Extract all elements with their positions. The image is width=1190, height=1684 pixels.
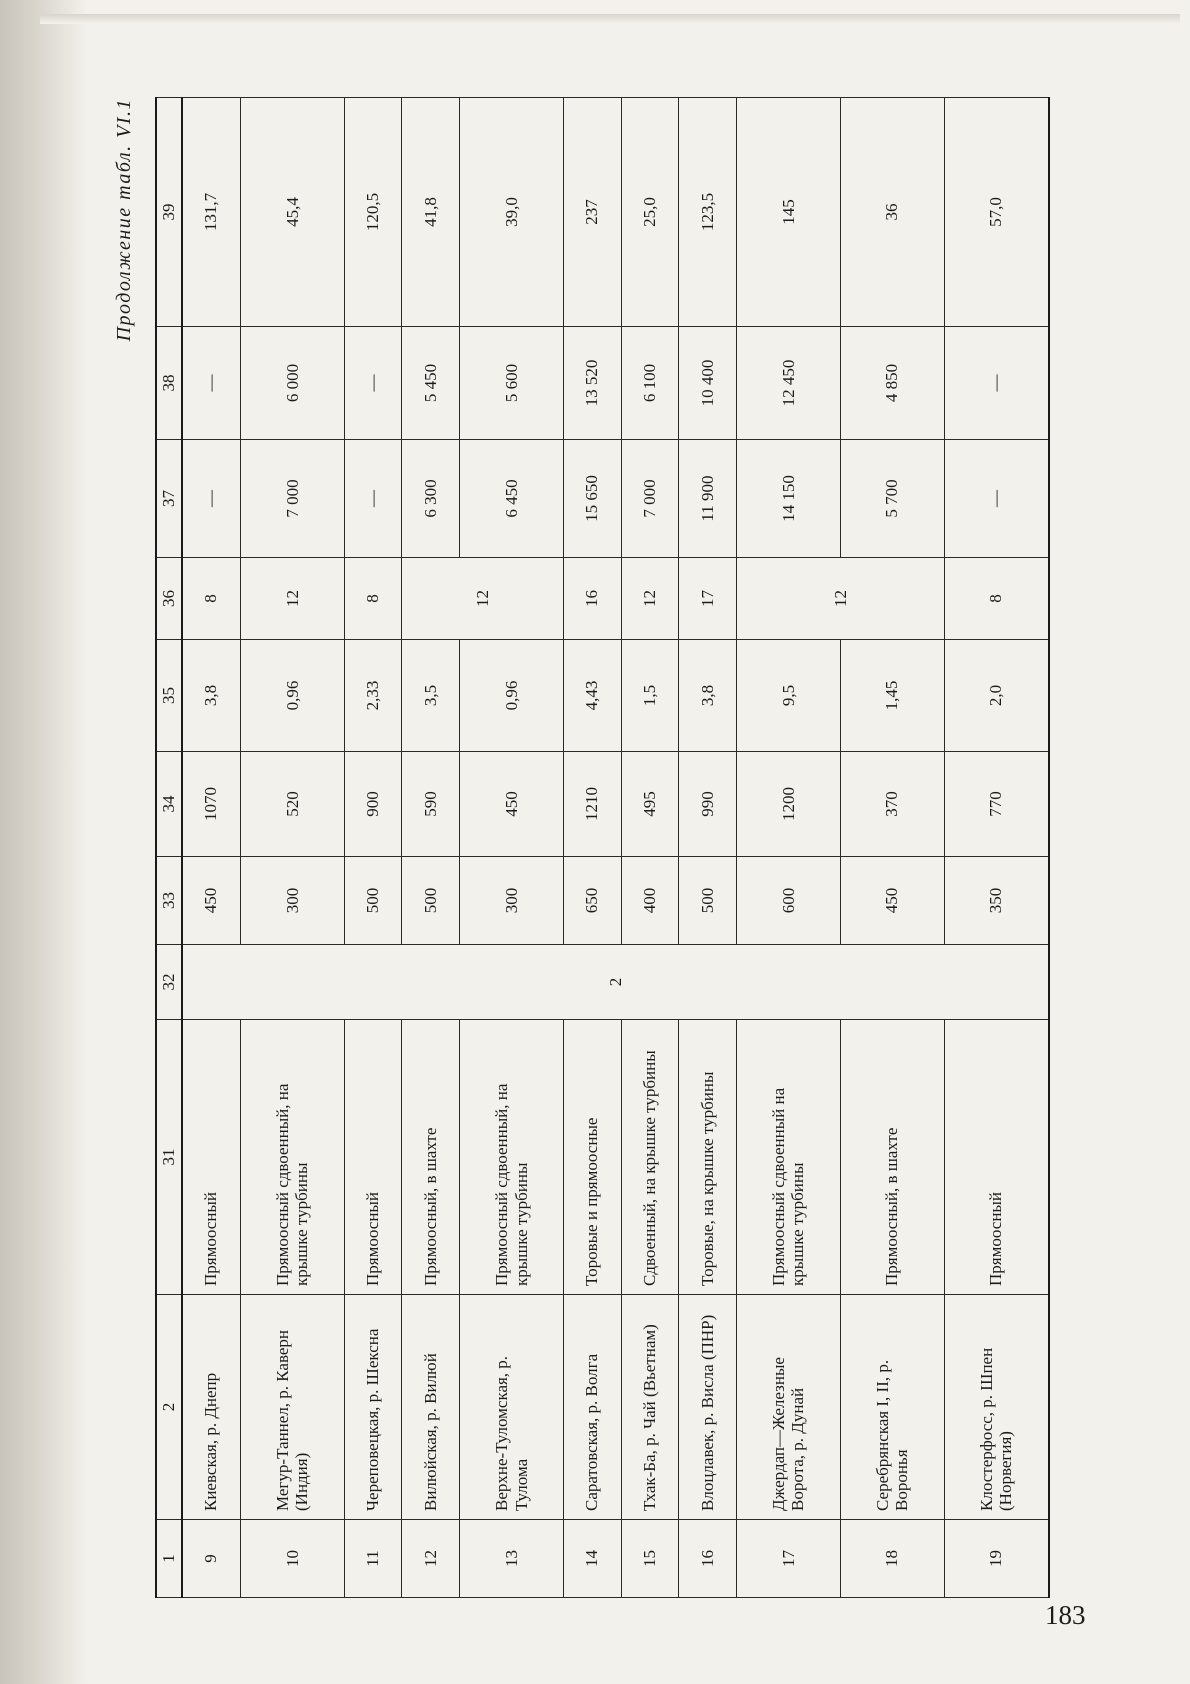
col33-cell: 500 [679, 857, 737, 945]
col37-cell: — [344, 440, 402, 558]
col37-cell: 15 650 [563, 440, 621, 558]
col37-cell: — [944, 440, 1049, 558]
col34-cell: 590 [402, 752, 460, 857]
col35-cell: 3,8 [679, 640, 737, 752]
col37-cell: 7 000 [621, 440, 679, 558]
row-number-cell: 11 [344, 1520, 402, 1598]
col33-cell: 450 [182, 857, 241, 945]
table-row [563, 98, 621, 1598]
col34-cell: 1200 [737, 752, 841, 857]
station-name-cell: Вилюйская, р. Вилюй [402, 1295, 460, 1520]
col34-cell: 520 [240, 752, 344, 857]
design-type-cell: Прямоосный [944, 1020, 1049, 1295]
row-number-cell: 18 [840, 1520, 944, 1598]
table-row [344, 98, 402, 1598]
col35-cell: 2,33 [344, 640, 402, 752]
row-number-cell: 14 [563, 1520, 621, 1598]
col36-cell: 12 [402, 558, 563, 640]
col33-cell: 300 [460, 857, 564, 945]
col39-cell: 237 [563, 98, 621, 327]
col35-cell: 3,8 [182, 640, 241, 752]
row-number-cell: 15 [621, 1520, 679, 1598]
col37-cell: 5 700 [840, 440, 944, 558]
col38-cell: 5 450 [402, 327, 460, 440]
table-row [944, 98, 1049, 1598]
header-cell: 35 [156, 640, 182, 752]
col34-cell: 370 [840, 752, 944, 857]
station-name-cell: Влоцлавек, р. Висла (ПНР) [679, 1295, 737, 1520]
row-number-cell: 10 [240, 1520, 344, 1598]
table-row [737, 98, 841, 1598]
col36-cell: 8 [944, 558, 1049, 640]
col34-cell: 450 [460, 752, 564, 857]
col38-cell: 10 400 [679, 327, 737, 440]
col34-cell: 900 [344, 752, 402, 857]
design-type-cell: Прямоосный, в шахте [402, 1020, 460, 1295]
col33-cell: 600 [737, 857, 841, 945]
header-cell: 36 [156, 558, 182, 640]
row-number-cell: 13 [460, 1520, 564, 1598]
col35-cell: 4,43 [563, 640, 621, 752]
col37-cell: 14 150 [737, 440, 841, 558]
col38-cell: 4 850 [840, 327, 944, 440]
col35-cell: 9,5 [737, 640, 841, 752]
col39-cell: 120,5 [344, 98, 402, 327]
col35-cell: 0,96 [240, 640, 344, 752]
col38-cell: 12 450 [737, 327, 841, 440]
col39-cell: 45,4 [240, 98, 344, 327]
row-number-cell: 12 [402, 1520, 460, 1598]
col32-merged-cell: 2 [182, 945, 1049, 1020]
col33-cell: 500 [402, 857, 460, 945]
header-cell: 39 [156, 98, 182, 327]
col37-cell: 6 300 [402, 440, 460, 558]
col39-cell: 123,5 [679, 98, 737, 327]
col36-cell: 8 [182, 558, 241, 640]
header-cell: 1 [156, 1520, 182, 1598]
col37-cell: — [182, 440, 241, 558]
col39-cell: 25,0 [621, 98, 679, 327]
design-type-cell: Торовые и прямоосные [563, 1020, 621, 1295]
station-name-cell: Верхне-Туломская, р. Тулома [460, 1295, 564, 1520]
col34-cell: 770 [944, 752, 1049, 857]
col39-cell: 39,0 [460, 98, 564, 327]
row-number-cell: 17 [737, 1520, 841, 1598]
design-type-cell: Прямоосный сдвоенный, на крышке турбины [240, 1020, 344, 1295]
station-name-cell: Череповецкая, р. Шексна [344, 1295, 402, 1520]
col39-cell: 57,0 [944, 98, 1049, 327]
col38-cell: 13 520 [563, 327, 621, 440]
col33-cell: 400 [621, 857, 679, 945]
col36-cell: 12 [737, 558, 944, 640]
station-name-cell: Киевская, р. Днепр [182, 1295, 241, 1520]
col35-cell: 3,5 [402, 640, 460, 752]
col36-cell: 17 [679, 558, 737, 640]
col38-cell: — [182, 327, 241, 440]
header-cell: 38 [156, 327, 182, 440]
col38-cell: 5 600 [460, 327, 564, 440]
col35-cell: 2,0 [944, 640, 1049, 752]
col38-cell: 6 000 [240, 327, 344, 440]
design-type-cell: Прямоосный сдвоенный на крышке турбины [737, 1020, 841, 1295]
station-name-cell: Клостерфосс, р. Шпен (Норвегия) [944, 1295, 1049, 1520]
col34-cell: 990 [679, 752, 737, 857]
col33-cell: 350 [944, 857, 1049, 945]
rotated-table-block [113, 98, 1050, 1598]
station-name-cell: Серебрянская I, II, р. Воронья [840, 1295, 944, 1520]
col39-cell: 36 [840, 98, 944, 327]
col38-cell: — [944, 327, 1049, 440]
col36-cell: 16 [563, 558, 621, 640]
table-row [621, 98, 679, 1598]
design-type-cell: Прямоосный сдвоенный, на крышке турбины [460, 1020, 564, 1295]
col33-cell: 450 [840, 857, 944, 945]
table-caption: Продолжение табл. VI.1 [113, 98, 135, 342]
col39-cell: 145 [737, 98, 841, 327]
col36-cell: 12 [621, 558, 679, 640]
station-name-cell: Джердап—Железные Ворота, р. Дунай [737, 1295, 841, 1520]
table-row [402, 98, 460, 1598]
design-type-cell: Торовые, на крышке турбины [679, 1020, 737, 1295]
header-cell: 32 [156, 945, 182, 1020]
header-cell: 37 [156, 440, 182, 558]
station-name-cell: Мегур-Таннел, р. Каверн (Индия) [240, 1295, 344, 1520]
col38-cell: 6 100 [621, 327, 679, 440]
design-type-cell: Прямоосный [182, 1020, 241, 1295]
col39-cell: 131,7 [182, 98, 241, 327]
header-row [156, 98, 182, 1598]
station-name-cell: Тхак-Ба, р. Чай (Вьетнам) [621, 1295, 679, 1520]
col37-cell: 7 000 [240, 440, 344, 558]
header-cell: 2 [156, 1295, 182, 1520]
table-row [182, 98, 241, 1598]
header-cell: 31 [156, 1020, 182, 1295]
table-row [460, 98, 564, 1598]
col36-cell: 12 [240, 558, 344, 640]
col34-cell: 495 [621, 752, 679, 857]
table-row [679, 98, 737, 1598]
page-top-edge [40, 14, 1180, 24]
design-type-cell: Прямоосный [344, 1020, 402, 1295]
col33-cell: 500 [344, 857, 402, 945]
col35-cell: 1,45 [840, 640, 944, 752]
design-type-cell: Прямоосный, в шахте [840, 1020, 944, 1295]
col34-cell: 1210 [563, 752, 621, 857]
book-binding-shadow [0, 0, 88, 1684]
design-type-cell: Сдвоенный, на крышке турбины [621, 1020, 679, 1295]
row-number-cell: 9 [182, 1520, 241, 1598]
col36-cell: 8 [344, 558, 402, 640]
header-cell: 33 [156, 857, 182, 945]
col33-cell: 300 [240, 857, 344, 945]
col35-cell: 0,96 [460, 640, 564, 752]
table-row [240, 98, 344, 1598]
table-row [840, 98, 944, 1598]
col37-cell: 6 450 [460, 440, 564, 558]
col34-cell: 1070 [182, 752, 241, 857]
page-number: 183 [1045, 1600, 1086, 1630]
row-number-cell: 19 [944, 1520, 1049, 1598]
col38-cell: — [344, 327, 402, 440]
station-name-cell: Саратовская, р. Волга [563, 1295, 621, 1520]
col39-cell: 41,8 [402, 98, 460, 327]
header-cell: 34 [156, 752, 182, 857]
col33-cell: 650 [563, 857, 621, 945]
col35-cell: 1,5 [621, 640, 679, 752]
col37-cell: 11 900 [679, 440, 737, 558]
data-table [155, 97, 1050, 1598]
row-number-cell: 16 [679, 1520, 737, 1598]
